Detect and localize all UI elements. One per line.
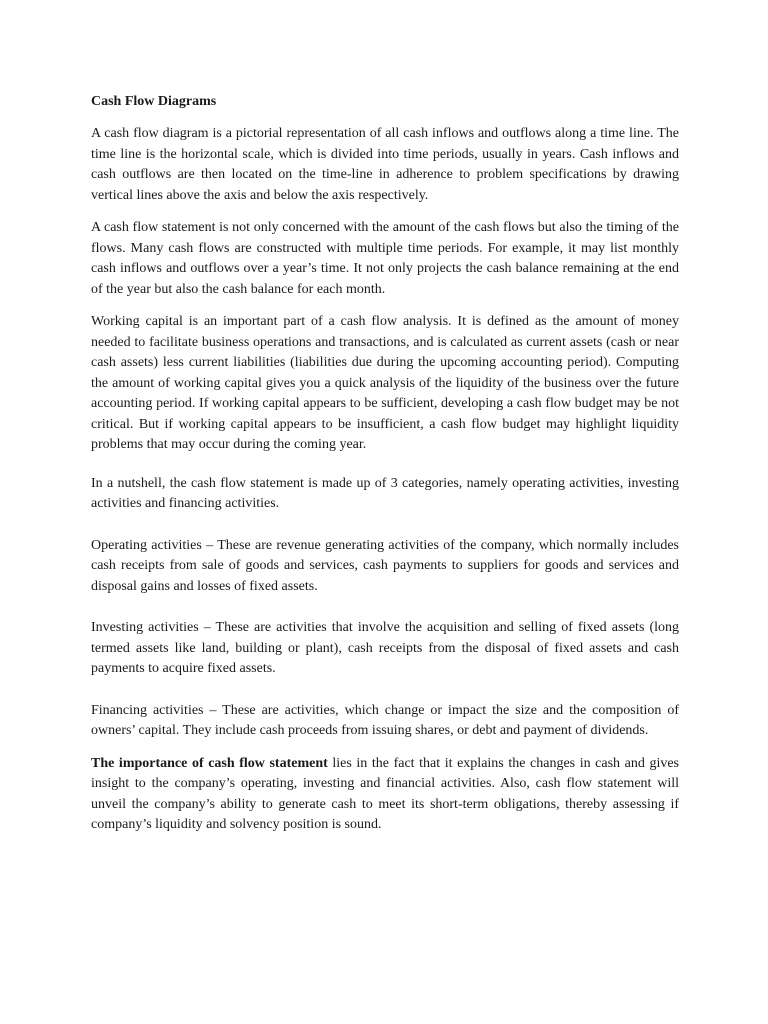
document-title: Cash Flow Diagrams xyxy=(91,94,217,109)
paragraph-working-capital: Working capital is an important part of a cash flow analysis. It is defined as the amount of money needed to facilitate business operations and transactions, and is calculated as current assets (cash or near cash assets) less current liabilities (liabilities due during the upcoming accounting period). Computing the amount of working capital gives you a quick analysis of the liquidity of the business over the future accounting period. If working capital appears to be sufficient, developing a cash flow budget may be not critical. But if working capital appears to be insufficient, a cash flow budget may highlight liquidity problems that may occur during the coming year. xyxy=(91,314,679,452)
importance-lead: The importance of cash flow statement xyxy=(91,755,328,771)
paragraph-investing-activities: Investing activities – These are activities that involve the acquisition and selling of fixed assets (long termed assets like land, building or plant), cash receipts from the disposal of fixed assets and cash payments to acquire fixed assets. xyxy=(91,620,679,676)
importance-text: lies in the fact that it explains the changes in cash and gives insight to the company’s operating, investing and financial activities. Also, cash flow statement will unveil the company’s ability to generate cash to meet its short-term obligations, thereby assessing if company’s liquidity and solvency position is sound. xyxy=(91,755,679,832)
paragraph-financing-activities: Financing activities – These are activities, which change or impact the size and the composition of owners’ capital. They include cash proceeds from issuing shares, or debt and payment of dividends. xyxy=(91,702,679,738)
paragraph-importance xyxy=(91,754,679,836)
paragraph-cash-flow-diagram: A cash flow diagram is a pictorial representation of all cash inflows and outflows along a time line. The time line is the horizontal scale, which is divided into time periods, usually in years. Cash inflows and cash outflows are then located on the time-line in adherence to problem specifications by drawing vertical lines above the axis and below the axis respectively. xyxy=(91,126,679,203)
paragraph-nutshell: In a nutshell, the cash flow statement is made up of 3 categories, namely operating activities, investing activities and financing activities. xyxy=(91,475,679,511)
paragraph-cash-flow-statement: A cash flow statement is not only concerned with the amount of the cash flows but also the timing of the flows. Many cash flows are constructed with multiple time periods. For example, it may list monthly cash inflows and outflows over a year’s time. It not only projects the cash balance remaining at the end of the year but also the cash balance for each month. xyxy=(91,220,679,297)
paragraph-operating-activities: Operating activities – These are revenue generating activities of the company, which normally includes cash receipts from sale of goods and services, cash payments to suppliers for goods and services and disposal gains and losses of fixed assets. xyxy=(91,537,679,594)
